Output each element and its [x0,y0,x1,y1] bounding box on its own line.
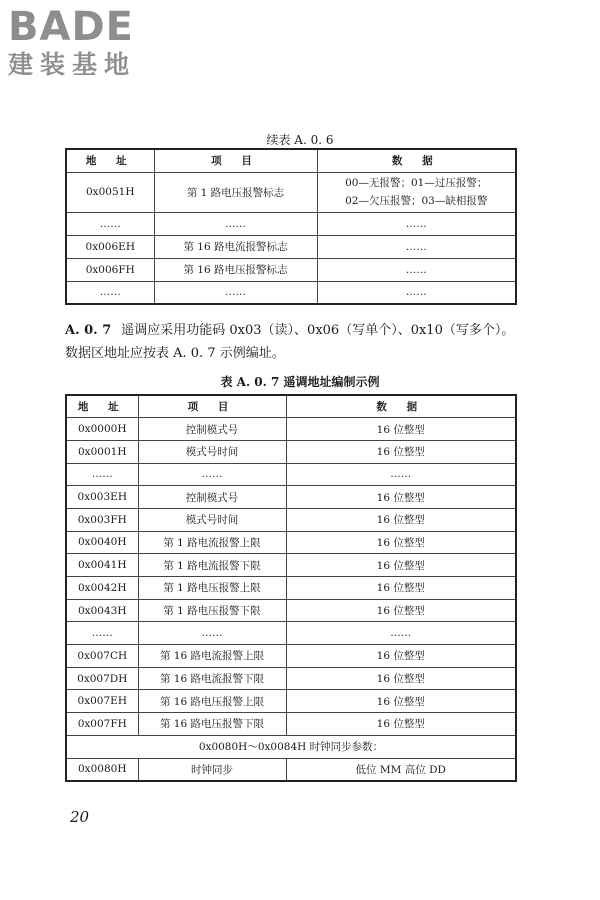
logo-subtitle: 建装基地 [8,50,137,79]
address-cell: 0x007EH [66,690,138,713]
item-cell: 控制模式号 [138,486,286,509]
table-row [66,758,516,781]
clause-text: 遥调应采用功能码 0x03（读）、0x06（写单个）、0x10（写多个）。数据区地址应按表 A. 0. 7 示例编址。 [65,323,515,361]
data-cell: …… [317,235,516,258]
address-cell: …… [66,281,154,304]
item-cell: …… [138,622,286,645]
bade-logo [8,6,178,80]
table-row [66,281,516,304]
data-cell: 16 位整型 [286,599,516,622]
address-cell: …… [66,212,154,235]
table2-caption: 表 A. 0. 7 遥调地址编制示例 [220,375,380,389]
item-cell: 第 1 路电压报警标志 [154,172,317,212]
table-row [66,440,516,463]
data-cell: 16 位整型 [286,713,516,736]
address-cell: 0x006EH [66,235,154,258]
data-cell [317,172,516,212]
data-cell: 16 位整型 [286,508,516,531]
data-cell: 16 位整型 [286,645,516,668]
data-cell: 16 位整型 [286,667,516,690]
data-cell: 16 位整型 [286,554,516,577]
item-cell: 第 1 路电压报警下限 [138,599,286,622]
clause-number: A. 0. 7 [65,323,112,338]
item-cell: …… [138,463,286,486]
table-row [66,713,516,736]
table1-caption: 续表 A. 0. 6 [266,133,334,147]
data-line: 00—无报警；01—过压报警； [345,177,488,189]
data-cell: 16 位整型 [286,531,516,554]
table-row [66,463,516,486]
item-cell: 第 16 路电压报警上限 [138,690,286,713]
data-cell: 16 位整型 [286,486,516,509]
address-cell: …… [66,463,138,486]
table-row [66,599,516,622]
page-number: 20 [70,808,90,826]
address-cell: 0x007CH [66,645,138,668]
table-header-row [66,149,516,172]
column-header-data: 数 据 [286,395,516,418]
data-cell: …… [317,258,516,281]
table-a06-continued [65,148,517,305]
table-row [66,508,516,531]
address-cell: 0x0040H [66,531,138,554]
table-row [66,172,516,212]
table-row [66,554,516,577]
table-row [66,667,516,690]
data-cell: …… [317,212,516,235]
item-cell: 第 16 路电流报警上限 [138,645,286,668]
table-row [66,235,516,258]
address-cell: …… [66,622,138,645]
address-cell: 0x007DH [66,667,138,690]
data-cell: 16 位整型 [286,418,516,441]
data-cell: 16 位整型 [286,577,516,600]
data-cell: …… [286,463,516,486]
data-line: 02—欠压报警；03—缺相报警 [345,195,488,207]
item-cell: 第 16 路电压报警标志 [154,258,317,281]
table-a07 [65,394,517,782]
item-cell: 第 16 路电流报警标志 [154,235,317,258]
item-cell: 时钟同步 [138,758,286,781]
item-cell: 控制模式号 [138,418,286,441]
address-cell: 0x0001H [66,440,138,463]
item-cell: 模式号时间 [138,508,286,531]
table-row [66,577,516,600]
item-cell: 模式号时间 [138,440,286,463]
address-cell: 0x0041H [66,554,138,577]
address-cell: 0x0051H [66,172,154,212]
clock-sync-params-cell: 0x0080H～0x0084H 时钟同步参数： [66,735,516,758]
address-cell: 0x0080H [66,758,138,781]
address-cell: 0x007FH [66,713,138,736]
column-header-item: 项 目 [154,149,317,172]
item-cell: 第 1 路电压报警上限 [138,577,286,600]
logo-brand: BADE [8,4,134,50]
address-cell: 0x0000H [66,418,138,441]
item-cell: …… [154,281,317,304]
clause-a07 [65,319,525,365]
column-header-item: 项 目 [138,395,286,418]
column-header-address: 地 址 [66,395,138,418]
table-span-row [66,735,516,758]
item-cell: 第 16 路电流报警下限 [138,667,286,690]
table-row [66,212,516,235]
address-cell: 0x0042H [66,577,138,600]
table-row [66,531,516,554]
item-cell: …… [154,212,317,235]
table-row [66,622,516,645]
column-header-address: 地 址 [66,149,154,172]
table-row [66,486,516,509]
data-cell: 16 位整型 [286,440,516,463]
address-cell: 0x003EH [66,486,138,509]
table-header-row [66,395,516,418]
table-row [66,690,516,713]
table-row [66,258,516,281]
item-cell: 第 1 路电流报警上限 [138,531,286,554]
table-row [66,645,516,668]
table-row [66,418,516,441]
data-cell: 16 位整型 [286,690,516,713]
data-cell: …… [286,622,516,645]
item-cell: 第 1 路电流报警下限 [138,554,286,577]
item-cell: 第 16 路电压报警下限 [138,713,286,736]
address-cell: 0x006FH [66,258,154,281]
address-cell: 0x0043H [66,599,138,622]
column-header-data: 数 据 [317,149,516,172]
data-cell: 低位 MM 高位 DD [286,758,516,781]
data-cell: …… [317,281,516,304]
address-cell: 0x003FH [66,508,138,531]
